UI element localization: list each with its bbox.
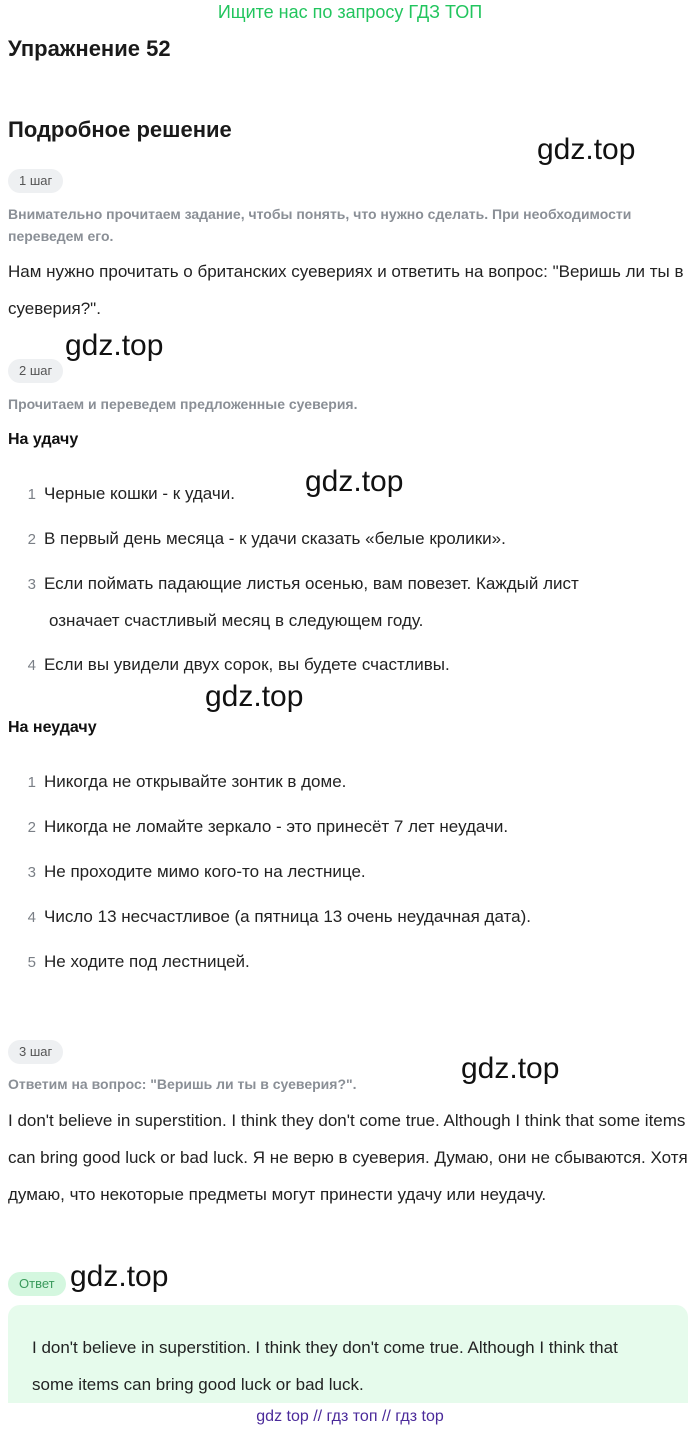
item-text: Не проходите мимо кого-то на лестнице.: [44, 862, 366, 881]
item-text: В первый день месяца - к удачи сказать «белые кролики».: [44, 529, 506, 548]
list-item: [8, 521, 693, 558]
item-number: 5: [27, 954, 36, 971]
item-text: Если вы увидели двух сорок, вы будете счастливы.: [44, 655, 450, 674]
step-label: 1 шаг: [8, 169, 63, 193]
list-item: [8, 899, 693, 936]
item-text: Число 13 несчастливое (а пятница 13 очень неудачная дата).: [44, 907, 531, 926]
item-text: Никогда не ломайте зеркало - это принесёт 7 лет неудачи.: [44, 817, 509, 836]
answer-text: I don't believe in superstition. I think they don't come true. Although I think that some items can bring good luck or bad luck.: [32, 1338, 618, 1394]
list-item: [8, 566, 693, 639]
step-hint: Ответим на вопрос: "Веришь ли ты в суеверия?".: [8, 1076, 357, 1092]
item-text: Никогда не открывайте зонтик в доме.: [44, 772, 347, 791]
bad-luck-heading: На неудачу: [8, 719, 97, 736]
answer-label: Ответ: [8, 1272, 66, 1296]
item-text: Если поймать падающие листья осенью, вам повезет. Каждый лист: [44, 574, 579, 593]
watermark: gdz.top: [70, 1260, 169, 1293]
watermark: gdz.top: [205, 680, 304, 713]
item-text: Черные кошки - к удачи.: [44, 484, 235, 503]
step-label: 3 шаг: [8, 1040, 63, 1064]
watermark: gdz.top: [305, 465, 404, 498]
step-text: Нам нужно прочитать о британских суевериях и ответить на вопрос: "Веришь ли ты в суеверия?".: [8, 262, 684, 318]
watermark: gdz.top: [461, 1052, 560, 1085]
list-item: [8, 854, 693, 891]
item-number: 3: [27, 576, 36, 593]
item-number: 1: [27, 486, 36, 503]
list-item: [8, 764, 693, 801]
item-number: 2: [27, 819, 36, 836]
answer-box: [8, 1305, 688, 1415]
section-title: Подробное решение: [8, 117, 232, 142]
item-text: Не ходите под лестницей.: [44, 952, 250, 971]
exercise-title: Упражнение 52: [8, 36, 171, 61]
list-item: [8, 647, 693, 684]
step-label: 2 шаг: [8, 359, 63, 383]
item-number: 4: [27, 909, 36, 926]
step-text: I don't believe in superstition. I think they don't come true. Although I think that some items can bring good luck or bad luck. Я не верю в суеверия. Думаю, они не сбываются. Хотя думаю, что некоторые предметы могут принести удачу или неудачу.: [8, 1111, 688, 1204]
item-text-continued: означает счастливый месяц в следующем году.: [49, 611, 424, 630]
step-hint: Внимательно прочитаем задание, чтобы понять, что нужно сделать. При необходимости переведем его.: [8, 206, 632, 244]
watermark: gdz.top: [65, 329, 164, 362]
watermark: gdz.top: [537, 133, 636, 166]
item-number: 3: [27, 864, 36, 881]
list-item: [8, 944, 693, 981]
footer-links: gdz top // гдз топ // гдз top: [0, 1403, 700, 1431]
list-item: [8, 809, 693, 846]
search-banner: Ищите нас по запросу ГДЗ ТОП: [217, 2, 483, 22]
item-number: 2: [27, 531, 36, 548]
step-hint: Прочитаем и переведем предложенные суеверия.: [8, 396, 358, 412]
item-number: 1: [27, 774, 36, 791]
good-luck-heading: На удачу: [8, 431, 79, 448]
item-number: 4: [27, 657, 36, 674]
list-item: [8, 476, 693, 513]
